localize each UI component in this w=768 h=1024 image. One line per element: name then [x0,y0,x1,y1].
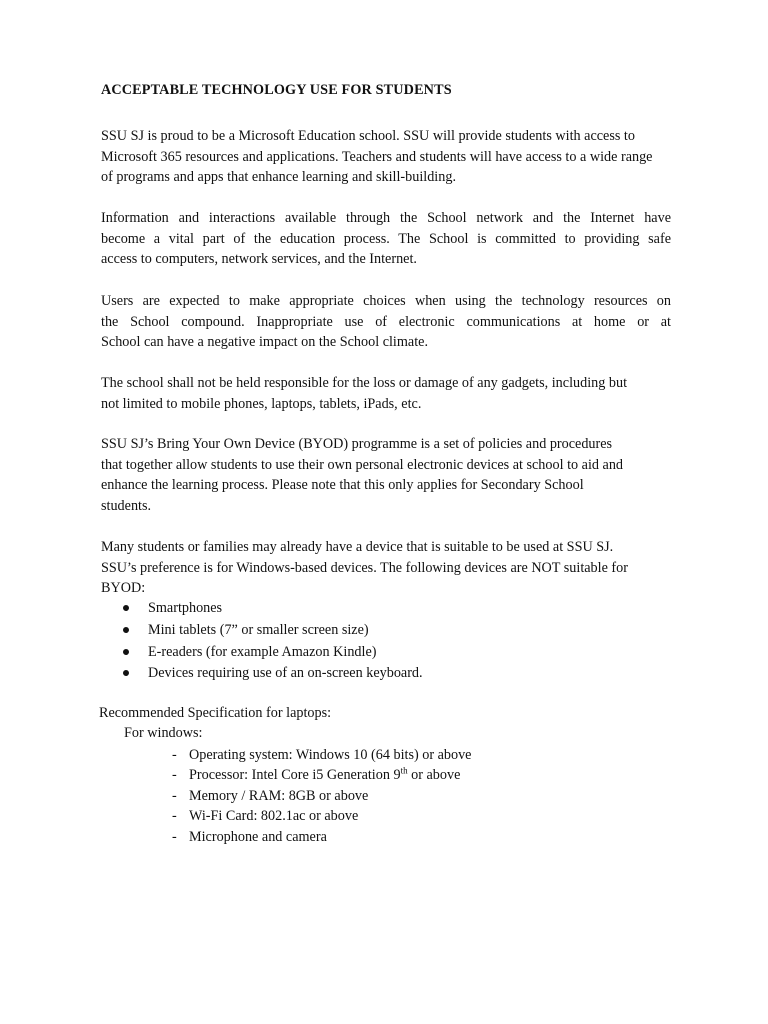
spec-text: Operating system: Windows 10 (64 bits) or above [189,747,472,763]
list-item-text: Devices requiring use of an on-screen keyboard. [148,665,423,682]
paragraph-byod-programme [101,434,671,516]
paragraph-line: School can have a negative impact on the School climate. [101,334,428,351]
laptop-specs-list [172,745,471,847]
paragraph-line: SSU’s preference is for Windows-based devices. The following devices are NOT suitable for [101,559,628,576]
spec-heading: Recommended Specification for laptops: [99,705,332,721]
spec-subheading: For windows: [124,725,203,741]
bullet-icon [123,670,129,676]
spec-text: Processor: Intel Core i5 Generation 9 [189,767,401,784]
paragraph-line: become a vital part of the education process. The School is committed to providing safe [101,230,671,247]
bullet-icon [123,627,129,633]
paragraph-line: The school shall not be held responsible for the loss or damage of any gadgets, including but [101,375,628,391]
dash-bullet: - [172,808,177,825]
list-item-text: E-readers (for example Amazon Kindle) [148,643,377,660]
paragraph-line: Information and interactions available through the School network and the Internet have [101,210,671,226]
spec-text: Memory / RAM: 8GB or above [189,787,369,804]
unsuitable-devices-list [123,598,423,685]
paragraph-line: Users are expected to make appropriate choices when using the technology resources on [101,293,671,309]
paragraph-line: that together allow students to use their own personal electronic devices at school to aid and [101,456,624,473]
spec-text-after: or above [407,767,461,784]
spec-text: Microphone and camera [189,828,327,845]
paragraph-line: not limited to mobile phones, laptops, tablets, iPads, etc. [101,395,422,412]
paragraph-network-access [101,208,671,270]
list-item [172,765,471,785]
paragraph-line: of programs and apps that enhance learning and skill-building. [101,169,456,186]
paragraph-line: students. [101,497,152,514]
paragraph-appropriate-use [101,291,671,353]
dash-bullet: - [172,767,177,784]
paragraph-microsoft-education [101,126,716,188]
dash-bullet: - [172,828,177,845]
list-item [172,786,471,806]
paragraph-line: access to computers, network services, and the Internet. [101,251,417,268]
list-item [172,745,471,765]
dash-bullet: - [172,787,177,804]
list-item [123,663,423,685]
list-item [172,806,471,826]
paragraph-line: the School compound. Inappropriate use of electronic communications at home or at [101,313,671,330]
paragraph-line: enhance the learning process. Please note that this only applies for Secondary School [101,477,584,494]
dash-bullet: - [172,747,177,763]
paragraph-liability [101,373,681,414]
paragraph-device-preference [101,537,711,599]
spec-text: Wi-Fi Card: 802.1ac or above [189,808,359,825]
bullet-icon [123,649,129,655]
list-item-text: Smartphones [148,600,223,616]
list-item [172,827,471,847]
paragraph-line: Many students or families may already have a device that is suitable to be used at SSU SJ. [101,539,614,555]
paragraph-line: Microsoft 365 resources and applications. Teachers and students will have access to a wide range [101,148,653,165]
list-item [123,598,423,620]
list-item-text: Mini tablets (7” or smaller screen size) [148,621,369,638]
paragraph-line: SSU SJ is proud to be a Microsoft Education school. SSU will provide students with access to [101,128,635,144]
list-item [123,620,423,642]
list-item [123,642,423,664]
paragraph-line: BYOD: [101,580,146,597]
ordinal-suffix: th [400,765,408,776]
paragraph-line: SSU SJ’s Bring Your Own Device (BYOD) programme is a set of policies and procedures [101,436,613,452]
bullet-icon [123,605,129,611]
document-title: ACCEPTABLE TECHNOLOGY USE FOR STUDENTS [101,82,452,98]
